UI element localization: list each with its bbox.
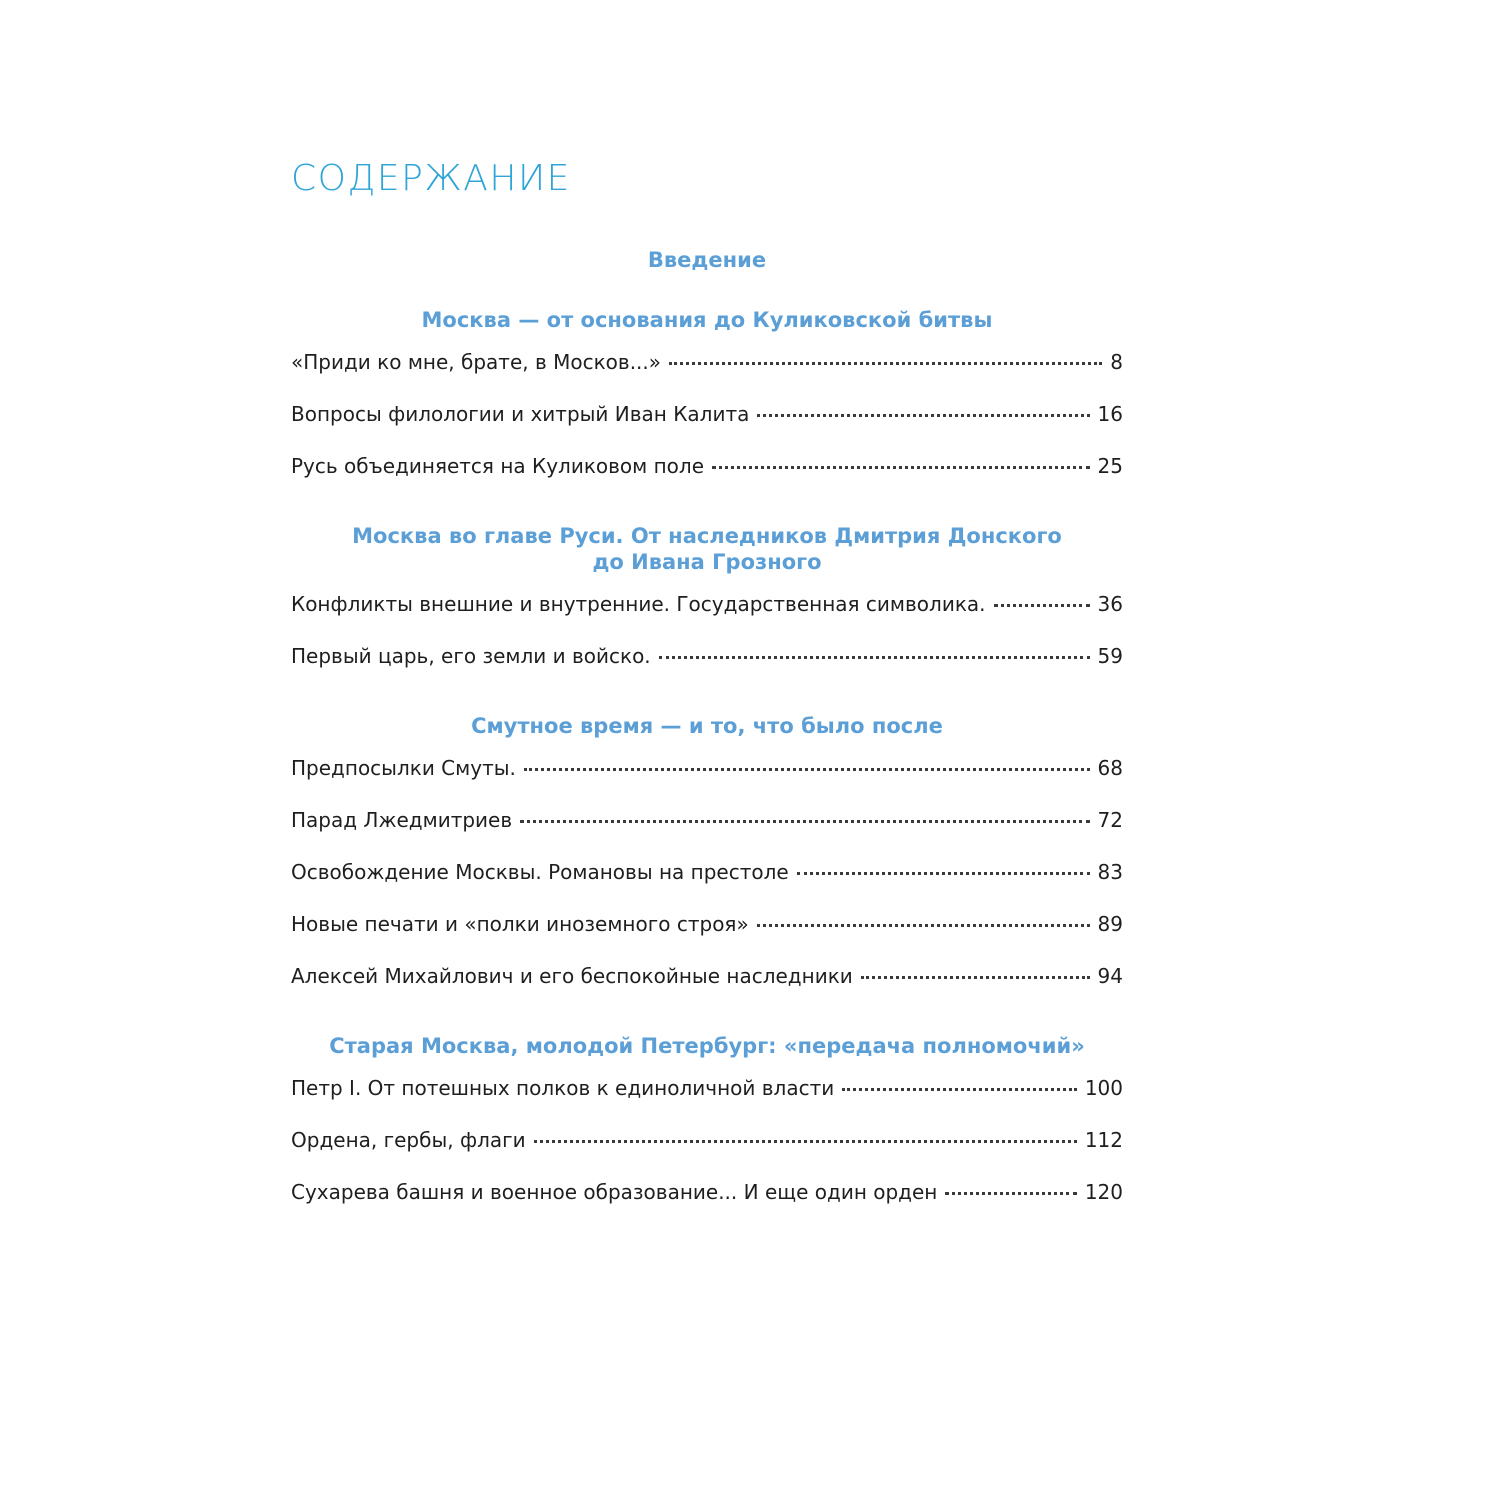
toc-entry-title: Вопросы филологии и хитрый Иван Калита: [291, 402, 750, 426]
toc-entry-page: 120: [1084, 1180, 1123, 1204]
toc-entry-title: Ордена, гербы, флаги: [291, 1128, 526, 1152]
toc-entry[interactable]: [291, 753, 1123, 783]
toc-entry[interactable]: [291, 1177, 1123, 1207]
section-heading-moscow-founding[interactable]: [291, 307, 1123, 333]
dot-leader: [994, 603, 1090, 607]
toc-entry-title: Освобождение Москвы. Романовы на престоле: [291, 860, 789, 884]
dot-leader: [757, 923, 1090, 927]
dot-leader: [520, 819, 1089, 823]
section-heading-line: до Ивана Грозного: [592, 550, 822, 574]
toc-entry-title: Первый царь, его земли и войско.: [291, 644, 651, 668]
toc-entry-page: 94: [1097, 964, 1123, 988]
toc-entry[interactable]: [291, 641, 1123, 671]
section-heading-line: Смутное время — и то, что было после: [471, 714, 943, 738]
toc-entry[interactable]: [291, 1073, 1123, 1103]
section-heading-line: Старая Москва, молодой Петербург: «передача полномочий»: [329, 1034, 1085, 1058]
toc-entry-title: Конфликты внешние и внутренние. Государственная символика.: [291, 592, 986, 616]
toc-entry-page: 72: [1097, 808, 1123, 832]
toc-entry-page: 16: [1097, 402, 1123, 426]
toc-entry-title: «Приди ко мне, брате, в Москов...»: [291, 350, 662, 374]
section-heading-line: Москва во главе Руси. От наследников Дмитрия Донского: [352, 524, 1062, 548]
toc-entry[interactable]: [291, 1125, 1123, 1155]
toc-entry-title: Предпосылки Смуты.: [291, 756, 516, 780]
toc-entry-page: 112: [1084, 1128, 1123, 1152]
toc-entry-title: Алексей Михайлович и его беспокойные наследники: [291, 964, 853, 988]
toc-entry-page: 68: [1097, 756, 1123, 780]
toc-entry[interactable]: [291, 961, 1123, 991]
section-heading-moscow-head-of-rus[interactable]: [291, 523, 1123, 575]
toc-entry-page: 89: [1097, 912, 1123, 936]
toc-entry-title: Петр I. От потешных полков к единоличной власти: [291, 1076, 835, 1100]
dot-leader: [669, 361, 1102, 365]
toc-entry-page: 59: [1097, 644, 1123, 668]
section-heading-old-moscow-young-petersburg[interactable]: [291, 1033, 1123, 1059]
toc-entry[interactable]: [291, 857, 1123, 887]
toc-entry-page: 25: [1097, 454, 1123, 478]
toc-entry[interactable]: [291, 451, 1123, 481]
toc-entry-title: Новые печати и «полки иноземного строя»: [291, 912, 749, 936]
toc-entry[interactable]: [291, 805, 1123, 835]
toc-entry-title: Парад Лжедмитриев: [291, 808, 513, 832]
dot-leader: [524, 767, 1090, 771]
toc-entry[interactable]: [291, 589, 1123, 619]
section-heading-introduction[interactable]: [291, 247, 1123, 273]
dot-leader: [861, 975, 1090, 979]
toc-entry[interactable]: [291, 909, 1123, 939]
section-heading-time-of-troubles[interactable]: [291, 713, 1123, 739]
dot-leader: [945, 1191, 1076, 1195]
section-heading-line: Москва — от основания до Куликовской битвы: [421, 308, 993, 332]
dot-leader: [712, 465, 1090, 469]
dot-leader: [534, 1139, 1077, 1143]
toc-entry-page: 83: [1097, 860, 1123, 884]
dot-leader: [659, 655, 1090, 659]
toc-entry[interactable]: [291, 347, 1123, 377]
dot-leader: [757, 413, 1089, 417]
toc-entry[interactable]: [291, 399, 1123, 429]
page-title: СОДЕРЖАНИЕ: [291, 158, 571, 199]
dot-leader: [842, 1087, 1077, 1091]
toc-entry-title: Русь объединяется на Куликовом поле: [291, 454, 705, 478]
toc-entry-page: 100: [1084, 1076, 1123, 1100]
toc-entry-page: 36: [1097, 592, 1123, 616]
toc-entry-page: 8: [1110, 350, 1123, 374]
dot-leader: [797, 871, 1090, 875]
toc-entry-title: Сухарева башня и военное образование... И еще один орден: [291, 1180, 938, 1204]
section-heading-line: Введение: [647, 248, 767, 272]
